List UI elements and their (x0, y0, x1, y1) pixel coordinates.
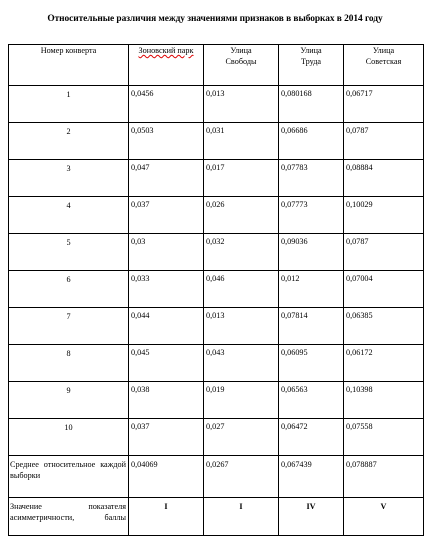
envelope-number: 6 (9, 271, 129, 308)
envelope-number: 10 (9, 419, 129, 456)
table-cell: 0,06472 (279, 419, 344, 456)
table-cell: 0,09036 (279, 234, 344, 271)
table-row (9, 197, 424, 234)
asymmetry-value: I (129, 498, 204, 536)
table-cell: 0,026 (204, 197, 279, 234)
table-cell: 0,06717 (344, 86, 424, 123)
table-cell: 0,03 (129, 234, 204, 271)
table-cell: 0,0456 (129, 86, 204, 123)
table-row (9, 345, 424, 382)
table-cell: 0,017 (204, 160, 279, 197)
envelope-number: 4 (9, 197, 129, 234)
average-value: 0,067439 (279, 456, 344, 498)
header-cell-zonovsky-park: Зоновский парк (129, 45, 204, 86)
table-row (9, 382, 424, 419)
average-label: Среднее относительное каждой выборки (9, 456, 129, 498)
table-cell: 0,06686 (279, 123, 344, 160)
header-cell-ulitsa-sovetskaya: Улица Советская (344, 45, 424, 86)
asymmetry-value: V (344, 498, 424, 536)
table-row (9, 160, 424, 197)
table-row (9, 308, 424, 345)
table-cell: 0,08884 (344, 160, 424, 197)
envelope-number: 8 (9, 345, 129, 382)
table-cell: 0,07004 (344, 271, 424, 308)
table-row (9, 271, 424, 308)
envelope-number: 9 (9, 382, 129, 419)
data-table (8, 44, 424, 536)
table-cell: 0,0787 (344, 123, 424, 160)
envelope-number: 2 (9, 123, 129, 160)
table-cell: 0,080168 (279, 86, 344, 123)
table-cell: 0,046 (204, 271, 279, 308)
table-cell: 0,06172 (344, 345, 424, 382)
asymmetry-label: Значение показателя асимметричности, баллы (9, 498, 129, 536)
asymmetry-value: IV (279, 498, 344, 536)
table-cell: 0,0503 (129, 123, 204, 160)
table-row (9, 419, 424, 456)
table-cell: 0,10029 (344, 197, 424, 234)
table-cell: 0,032 (204, 234, 279, 271)
average-value: 0,04069 (129, 456, 204, 498)
table-cell: 0,045 (129, 345, 204, 382)
document-title: Относительные различия между значениями признаков в выборках в 2014 году (47, 14, 383, 24)
table-cell: 0,06095 (279, 345, 344, 382)
table-cell: 0,013 (204, 308, 279, 345)
table-row (9, 234, 424, 271)
table-cell: 0,037 (129, 419, 204, 456)
envelope-number: 5 (9, 234, 129, 271)
envelope-number: 1 (9, 86, 129, 123)
table-cell: 0,044 (129, 308, 204, 345)
table-row (9, 123, 424, 160)
table-cell: 0,10398 (344, 382, 424, 419)
envelope-number: 7 (9, 308, 129, 345)
table-cell: 0,06385 (344, 308, 424, 345)
envelope-number: 3 (9, 160, 129, 197)
table-cell: 0,033 (129, 271, 204, 308)
asymmetry-row (9, 498, 424, 536)
table-cell: 0,043 (204, 345, 279, 382)
table-cell: 0,07814 (279, 308, 344, 345)
table-cell: 0,012 (279, 271, 344, 308)
table-cell: 0,038 (129, 382, 204, 419)
table-cell: 0,07773 (279, 197, 344, 234)
table-cell: 0,07783 (279, 160, 344, 197)
table-cell: 0,027 (204, 419, 279, 456)
table-cell: 0,013 (204, 86, 279, 123)
header-row (9, 45, 424, 86)
table-row (9, 86, 424, 123)
header-cell-ulitsa-svobody: Улица Свободы (204, 45, 279, 86)
table-cell: 0,037 (129, 197, 204, 234)
table-cell: 0,06563 (279, 382, 344, 419)
table-cell: 0,07558 (344, 419, 424, 456)
average-value: 0,078887 (344, 456, 424, 498)
table-cell: 0,0787 (344, 234, 424, 271)
asymmetry-value: I (204, 498, 279, 536)
average-value: 0,0267 (204, 456, 279, 498)
average-row (9, 456, 424, 498)
table-cell: 0,047 (129, 160, 204, 197)
table-cell: 0,031 (204, 123, 279, 160)
table-cell: 0,019 (204, 382, 279, 419)
header-cell-envelope: Номер конверта (9, 45, 129, 86)
header-cell-ulitsa-truda: Улица Труда (279, 45, 344, 86)
